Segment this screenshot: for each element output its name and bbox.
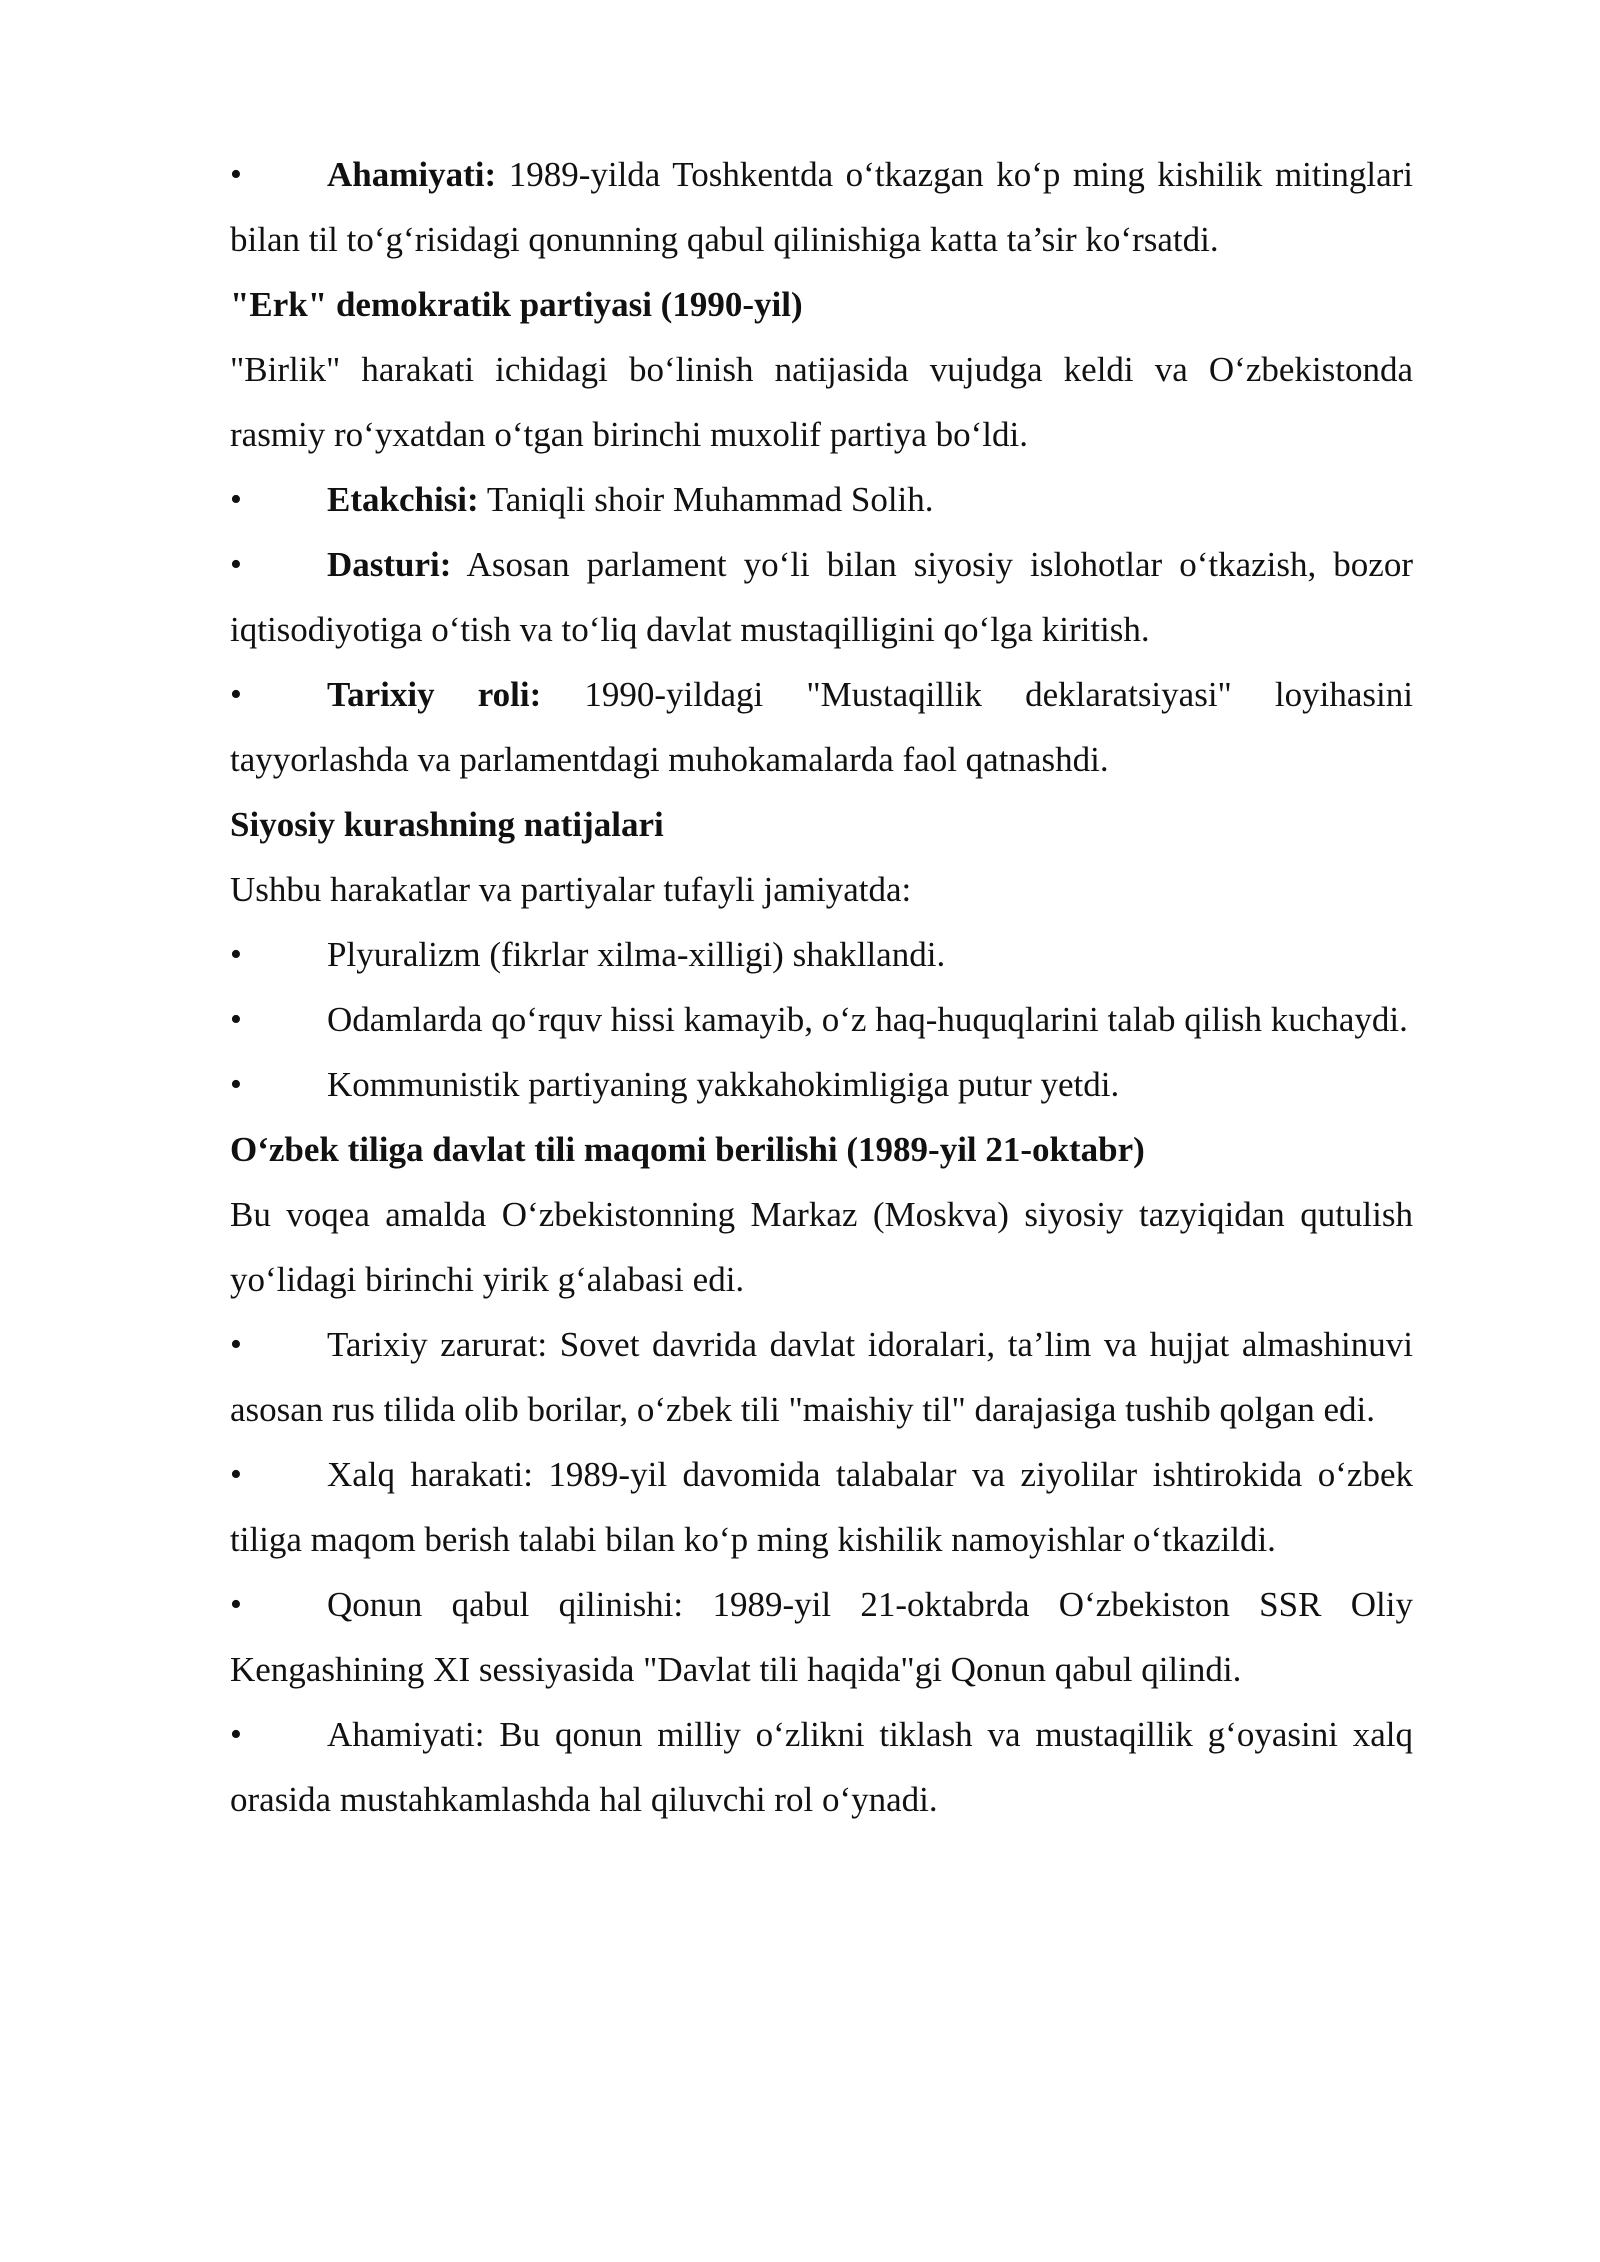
bullet-marker: • bbox=[230, 1716, 242, 1753]
list-item-label: Ahamiyati: bbox=[327, 155, 497, 194]
bullet-marker: • bbox=[230, 1326, 242, 1363]
section-heading: Siyosiy kurashning natijalari bbox=[230, 805, 664, 844]
list-item-label: Ahamiyati: bbox=[327, 1715, 485, 1754]
section-heading: "Erk" demokratik partiyasi (1990-yil) bbox=[230, 285, 803, 324]
list-item bbox=[230, 142, 1413, 272]
list-item-label: Etakchisi: bbox=[327, 480, 479, 519]
list-item bbox=[230, 922, 1413, 987]
list-item-label: Tarixiy roli: bbox=[327, 675, 542, 714]
list-item-label: Tarixiy zarurat: bbox=[327, 1325, 548, 1364]
list-item bbox=[230, 1052, 1413, 1117]
bullet-marker: • bbox=[230, 1456, 242, 1493]
bullet-marker: • bbox=[230, 676, 242, 713]
section-heading: O‘zbek tiliga davlat tili maqomi berilishi (1989-yil 21-oktabr) bbox=[230, 1130, 1145, 1169]
bullet-marker: • bbox=[230, 481, 242, 518]
list-item bbox=[230, 532, 1413, 662]
bullet-marker: • bbox=[230, 1586, 242, 1623]
list-item-label: Xalq harakati: bbox=[327, 1455, 533, 1494]
list-item bbox=[230, 1442, 1413, 1572]
list-item-text: 1989-yil davomida talabalar va ziyolilar ishtirokida o‘zbek tiliga maqom berish talabi bilan ko‘p ming kishilik namoyishlar o‘tkazildi. bbox=[230, 1455, 1413, 1559]
list-item bbox=[230, 987, 1413, 1052]
list-item bbox=[230, 1312, 1413, 1442]
list-item-text: 1989-yil 21-oktabrda O‘zbekiston SSR Oliy Kengashining XI sessiyasida "Davlat tili haqida"gi Qonun qabul qilindi. bbox=[230, 1585, 1414, 1689]
list-item-text: Odamlarda qo‘rquv hissi kamayib, o‘z haq-huquqlarini talab qilish kuchaydi. bbox=[327, 1000, 1408, 1039]
bullet-marker: • bbox=[230, 1001, 242, 1038]
body-paragraph: "Birlik" harakati ichidagi bo‘linish natijasida vujudga keldi va O‘zbekistonda rasmiy ro‘yxatdan o‘tgan birinchi muxolif partiya bo‘ldi. bbox=[230, 350, 1413, 454]
bullet-marker: • bbox=[230, 936, 242, 973]
bullet-marker: • bbox=[230, 546, 242, 583]
bullet-marker: • bbox=[230, 1066, 242, 1103]
list-item-text: 1990-yildagi "Mustaqillik deklaratsiyasi" loyihasini tayyorlashda va parlamentdagi muhokamalarda faol qatnashdi. bbox=[230, 675, 1413, 779]
list-item-text: Bu qonun milliy o‘zlikni tiklash va mustaqillik g‘oyasini xalq orasida mustahkamlashda hal qiluvchi rol o‘ynadi. bbox=[230, 1715, 1413, 1819]
list-item-text: Kommunistik partiyaning yakkahokimligiga putur yetdi. bbox=[327, 1065, 1120, 1104]
document-body bbox=[230, 142, 1413, 1832]
list-item-text: Taniqli shoir Muhammad Solih. bbox=[478, 480, 934, 519]
list-item-text: Asosan parlament yo‘li bilan siyosiy islohotlar o‘tkazish, bozor iqtisodiyotiga o‘tish va to‘liq davlat mustaqilligini qo‘lga kiritish. bbox=[230, 545, 1413, 649]
bullet-marker: • bbox=[230, 156, 242, 193]
body-paragraph: Ushbu harakatlar va partiyalar tufayli jamiyatda: bbox=[230, 870, 912, 909]
list-item bbox=[230, 1572, 1413, 1702]
list-item bbox=[230, 1702, 1413, 1832]
body-paragraph: Bu voqea amalda O‘zbekistonning Markaz (Moskva) siyosiy tazyiqidan qutulish yo‘lidagi birinchi yirik g‘alabasi edi. bbox=[230, 1195, 1413, 1299]
list-item-label: Dasturi: bbox=[327, 545, 452, 584]
list-item bbox=[230, 662, 1413, 792]
list-item bbox=[230, 467, 1413, 532]
document-page bbox=[230, 142, 1413, 1832]
list-item-label: Qonun qabul qilinishi: bbox=[327, 1585, 684, 1624]
list-item-text: Sovet davrida davlat idoralari, ta’lim va hujjat almashinuvi asosan rus tilida olib borilar, o‘zbek tili "maishiy til" darajasiga tushib qolgan edi. bbox=[230, 1325, 1413, 1429]
list-item-text: 1989-yilda Toshkentda o‘tkazgan ko‘p ming kishilik mitinglari bilan til to‘g‘risidagi qonunning qabul qilinishiga katta ta’sir ko‘rsatdi. bbox=[230, 155, 1413, 259]
list-item-text: Plyuralizm (fikrlar xilma-xilligi) shakllandi. bbox=[327, 935, 946, 974]
